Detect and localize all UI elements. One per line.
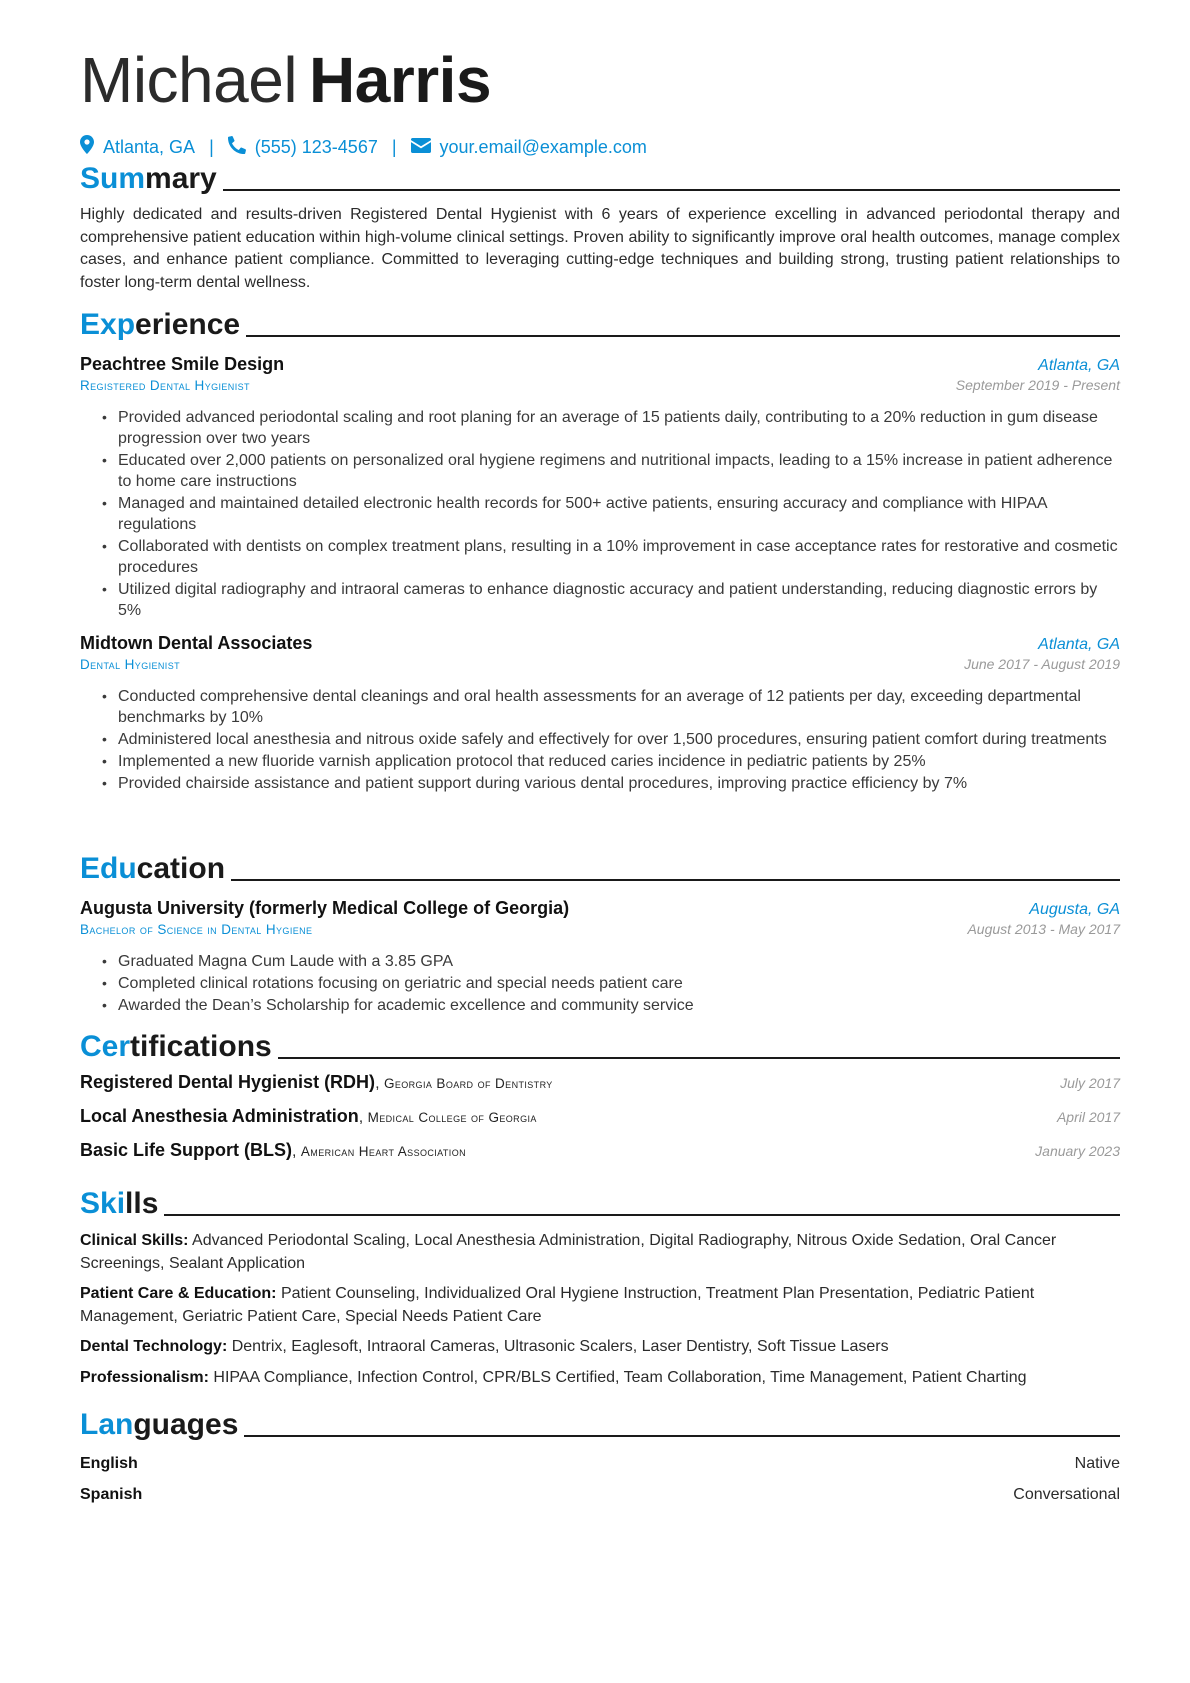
contact-email[interactable] [411,137,647,158]
bullet-item: • Utilized digital radiography and intraoral cameras to enhance diagnostic accuracy and patient understanding, reducing diagnostic errors by 5% [102,579,1120,621]
education-dates: August 2013 - May 2017 [967,921,1120,937]
job-location: Atlanta, GA [1038,357,1120,374]
map-pin-icon [80,135,94,159]
job-title: Registered Dental Hygienist [80,378,250,393]
certification-item: Local Anesthesia Administration, Medical College of Georgia April 2017 [80,1106,1120,1126]
skill-group [80,1336,1120,1359]
job-title: Dental Hygienist [80,657,180,672]
bullet-item: • Administered local anesthesia and nitrous oxide safely and effectively for over 1,500 procedures, ensuring patient comfort during treatments [102,729,1120,750]
section-heading [80,848,1120,886]
experience-section [80,304,1120,795]
contact-location [80,135,195,159]
section-heading [80,1026,1120,1064]
bullet-item: • Implemented a new fluoride varnish application protocol that reduced caries incidence in pediatric patients by 25% [102,751,1120,772]
email-link: your.email@example.com [439,136,647,157]
candidate-name [80,42,491,118]
skill-group [80,1230,1120,1275]
phone-icon [228,136,246,159]
language-level: Native [1074,1454,1120,1472]
skill-values: Patient Counseling, Individualized Oral Hygiene Instruction, Treatment Plan Presentation, Pediatric Patient Management, Geriatric Patient Care, Special Needs Patient Care [80,1285,1035,1325]
section-rule [223,189,1120,191]
bullet-item: • Collaborated with dentists on complex treatment plans, resulting in a 10% improvement in case acceptance rates for restorative and cosmetic procedures [102,536,1120,578]
certification-item: Basic Life Support (BLS), American Heart Association January 2023 [80,1140,1120,1160]
job-entry [80,633,1120,794]
certification-item: Registered Dental Hygienist (RDH), Georgia Board of Dentistry July 2017 [80,1072,1120,1092]
education-section [80,848,1120,1017]
section-heading [80,304,1120,342]
languages-section [80,1404,1120,1510]
language-name: English [80,1454,138,1472]
education-entry [80,898,1120,1016]
certification-date: July 2017 [1060,1075,1120,1091]
skills-section [80,1183,1120,1397]
bullet-item: • Conducted comprehensive dental cleanings and oral health assessments for an average of 12 patients per day, exceeding departmental benchmarks by 10% [102,686,1120,728]
language-item [80,1479,1120,1510]
skill-values: Advanced Periodontal Scaling, Local Anesthesia Administration, Digital Radiography, Nitrous Oxide Sedation, Oral Cancer Screenings, Sealant Application [80,1232,1057,1272]
school-location: Augusta, GA [1029,901,1120,918]
section-title: Skills [80,1187,159,1220]
degree-name: Bachelor of Science in Dental Hygiene [80,922,313,937]
job-location: Atlanta, GA [1038,636,1120,653]
certification-issuer: American Heart Association [300,1144,467,1159]
phone-text: (555) 123-4567 [254,136,378,157]
skill-group [80,1367,1120,1390]
section-rule [231,879,1120,881]
section-title: Education [80,852,226,885]
bullet-item: • Graduated Magna Cum Laude with a 3.85 GPA [102,951,1120,972]
job-bullets [80,686,1120,794]
certification-issuer: Medical College of Georgia [367,1110,537,1125]
certification-date: January 2023 [1035,1143,1120,1159]
skill-values: Dentrix, Eaglesoft, Intraoral Cameras, Ultrasonic Scalers, Laser Dentistry, Soft Tissue Lasers [231,1338,889,1355]
envelope-icon [411,137,431,158]
section-heading [80,1404,1120,1442]
section-heading [80,158,1120,196]
section-rule [164,1214,1120,1216]
skill-label: Dental Technology: [80,1338,228,1355]
job-dates: September 2019 - Present [955,377,1120,393]
summary-text: Highly dedicated and results-driven Registered Dental Hygienist with 6 years of experience excelling in advanced periodontal therapy and comprehensive patient education within high-volume clinical settings. Proven ability to significantly improve oral health outcomes, manage complex cases, and enhance patient compliance. Committed to leveraging cutting-edge techniques and building strong, trusting patient relationships to foster long-term dental wellness. [80,206,1120,291]
certification-issuer: Georgia Board of Dentistry [383,1076,553,1091]
bullet-item: • Provided advanced periodontal scaling and root planing for an average of 15 patients daily, contributing to a 20% reduction in gum disease progression over two years [102,407,1120,449]
skill-label: Patient Care & Education: [80,1285,277,1302]
language-item [80,1448,1120,1479]
employer-name: Midtown Dental Associates [80,633,313,653]
bullet-item: • Awarded the Dean’s Scholarship for academic excellence and community service [102,995,1120,1016]
contact-phone[interactable] [228,136,378,159]
language-level: Conversational [1013,1485,1120,1503]
section-rule [278,1057,1120,1059]
certification-list [80,1072,1120,1174]
education-bullets [80,951,1120,1016]
bullet-item: • Managed and maintained detailed electronic health records for 500+ active patients, ensuring accuracy and compliance with HIPAA regulations [102,493,1120,535]
skill-label: Clinical Skills: [80,1232,189,1249]
language-name: Spanish [80,1485,143,1503]
bullet-item: • Provided chairside assistance and patient support during various dental procedures, improving practice efficiency by 7% [102,773,1120,794]
certification-name: Basic Life Support (BLS) [80,1140,293,1160]
section-title: Languages [80,1408,239,1441]
contact-separator: | [209,136,214,157]
location-text: Atlanta, GA [103,136,196,157]
section-rule [246,335,1120,337]
certification-name: Registered Dental Hygienist (RDH) [80,1072,376,1092]
skill-group [80,1283,1120,1328]
skills-list [80,1230,1120,1389]
summary-section [80,158,1120,294]
section-title: Experience [80,308,241,341]
contact-separator: | [391,136,397,157]
language-list [80,1448,1120,1510]
certification-date: April 2017 [1056,1109,1120,1125]
skill-values: HIPAA Compliance, Infection Control, CPR/BLS Certified, Team Collaboration, Time Management, Patient Charting [213,1368,1027,1386]
skill-label: Professionalism: [80,1368,209,1386]
job-entry [80,354,1120,621]
bullet-item: • Completed clinical rotations focusing on geriatric and special needs patient care [102,973,1120,994]
certifications-section [80,1026,1120,1174]
section-title: Certifications [80,1030,272,1063]
school-name: Augusta University (formerly Medical College of Georgia) [80,898,570,918]
bullet-item: • Educated over 2,000 patients on personalized oral hygiene regimens and nutritional impacts, leading to a 15% increase in patient adherence to home care instructions [102,450,1120,492]
job-dates: June 2017 - August 2019 [964,656,1120,672]
first-name: Michael [80,44,298,116]
section-rule [244,1435,1120,1437]
employer-name: Peachtree Smile Design [80,354,285,374]
section-title: Summary [80,162,217,195]
last-name: Harris [309,44,492,116]
job-bullets [80,407,1120,621]
section-heading [80,1183,1120,1221]
certification-name: Local Anesthesia Administration [80,1106,359,1126]
